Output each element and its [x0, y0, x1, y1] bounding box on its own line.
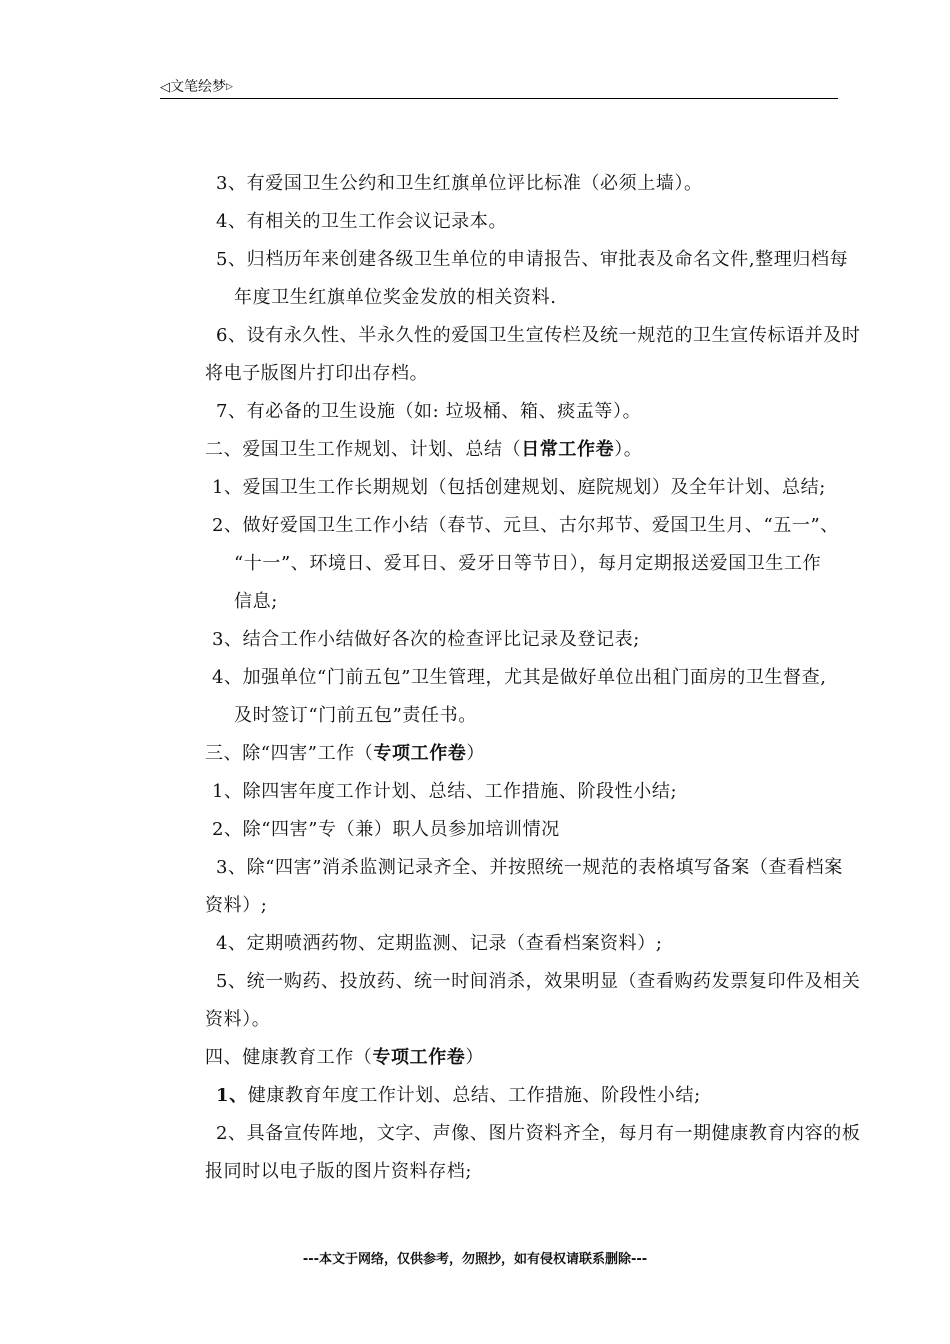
- doc-line: 4、加强单位“门前五包”卫生管理，尤其是做好单位出租门面房的卫生督查,: [212, 667, 827, 688]
- doc-line: [216, 1084, 701, 1108]
- heading-text: 二、爱国卫生工作规划、计划、总结（: [205, 439, 522, 460]
- doc-line: 5、统一购药、投放药、统一时间消杀，效果明显（查看购药发票复印件及相关: [216, 971, 861, 992]
- doc-line: 及时签订“门前五包”责任书。: [234, 705, 477, 726]
- doc-line: 资料）;: [205, 895, 268, 916]
- doc-line: “十一”、环境日、爱耳日、爱牙日等节日），每月定期报送爱国卫生工作: [234, 553, 822, 574]
- doc-line: 6、设有永久性、半永久性的爱国卫生宣传栏及统一规范的卫生宣传标语并及时: [216, 325, 861, 346]
- doc-line: 4、定期喷洒药物、定期监测、记录（查看档案资料）;: [216, 933, 663, 954]
- doc-line: 3、除“四害”消杀监测记录齐全、并按照统一规范的表格填写备案（查看档案: [216, 857, 843, 878]
- item-text: 健康教育年度工作计划、总结、工作措施、阶段性小结;: [247, 1085, 701, 1106]
- doc-line: 3、结合工作小结做好各次的检查评比记录及登记表;: [212, 629, 640, 650]
- page-header: [160, 72, 838, 99]
- doc-line: 4、有相关的卫生工作会议记录本。: [216, 211, 508, 232]
- section-heading: [205, 1046, 484, 1070]
- doc-line: 2、做好爱国卫生工作小结（春节、元旦、古尔邦节、爱国卫生月、“五一”、: [212, 515, 839, 536]
- heading-bold-text: 日常工作卷: [521, 439, 615, 460]
- doc-line: 年度卫生红旗单位奖金发放的相关资料.: [234, 287, 557, 308]
- doc-line: 将电子版图片打印出存档。: [205, 363, 429, 384]
- heading-text: ）: [466, 743, 486, 764]
- heading-text: 四、健康教育工作（: [205, 1047, 373, 1068]
- doc-line: 资料）。: [205, 1009, 271, 1030]
- right-triangle-icon: ▷: [226, 82, 233, 92]
- section-heading: [205, 438, 642, 462]
- doc-line: 7、有必备的卫生设施（如: 垃圾桶、箱、痰盂等）。: [216, 401, 642, 422]
- doc-line: 5、归档历年来创建各级卫生单位的申请报告、审批表及命名文件,整理归档每: [216, 249, 849, 270]
- brand-text: 文笔绘梦: [170, 79, 226, 95]
- heading-bold-text: 专项工作卷: [372, 1047, 466, 1068]
- doc-line: 2、具备宣传阵地，文字、声像、图片资料齐全，每月有一期健康教育内容的板: [216, 1123, 861, 1144]
- doc-line: 1、爱国卫生工作长期规划（包括创建规划、庭院规划）及全年计划、总结;: [212, 477, 826, 498]
- item-number: 1、: [216, 1085, 248, 1106]
- heading-bold-text: 专项工作卷: [373, 743, 467, 764]
- doc-line: 1、除四害年度工作计划、总结、工作措施、阶段性小结;: [212, 781, 678, 802]
- page-footer: ---本文于网络，仅供参考，勿照抄，如有侵权请联系删除---: [302, 1252, 648, 1267]
- doc-line: 2、除“四害”专（兼）职人员参加培训情况: [212, 819, 560, 840]
- section-heading: [205, 742, 485, 766]
- header-brand: [160, 76, 233, 96]
- heading-text: ）: [465, 1047, 485, 1068]
- doc-line: 信息;: [234, 591, 278, 612]
- doc-line: 3、有爱国卫生公约和卫生红旗单位评比标准（必须上墙）。: [216, 173, 703, 194]
- left-triangle-icon: ◁: [160, 80, 170, 95]
- heading-text: ）。: [614, 439, 643, 460]
- doc-line: 报同时以电子版的图片资料存档;: [205, 1161, 473, 1182]
- heading-text: 三、除“四害”工作（: [205, 743, 374, 764]
